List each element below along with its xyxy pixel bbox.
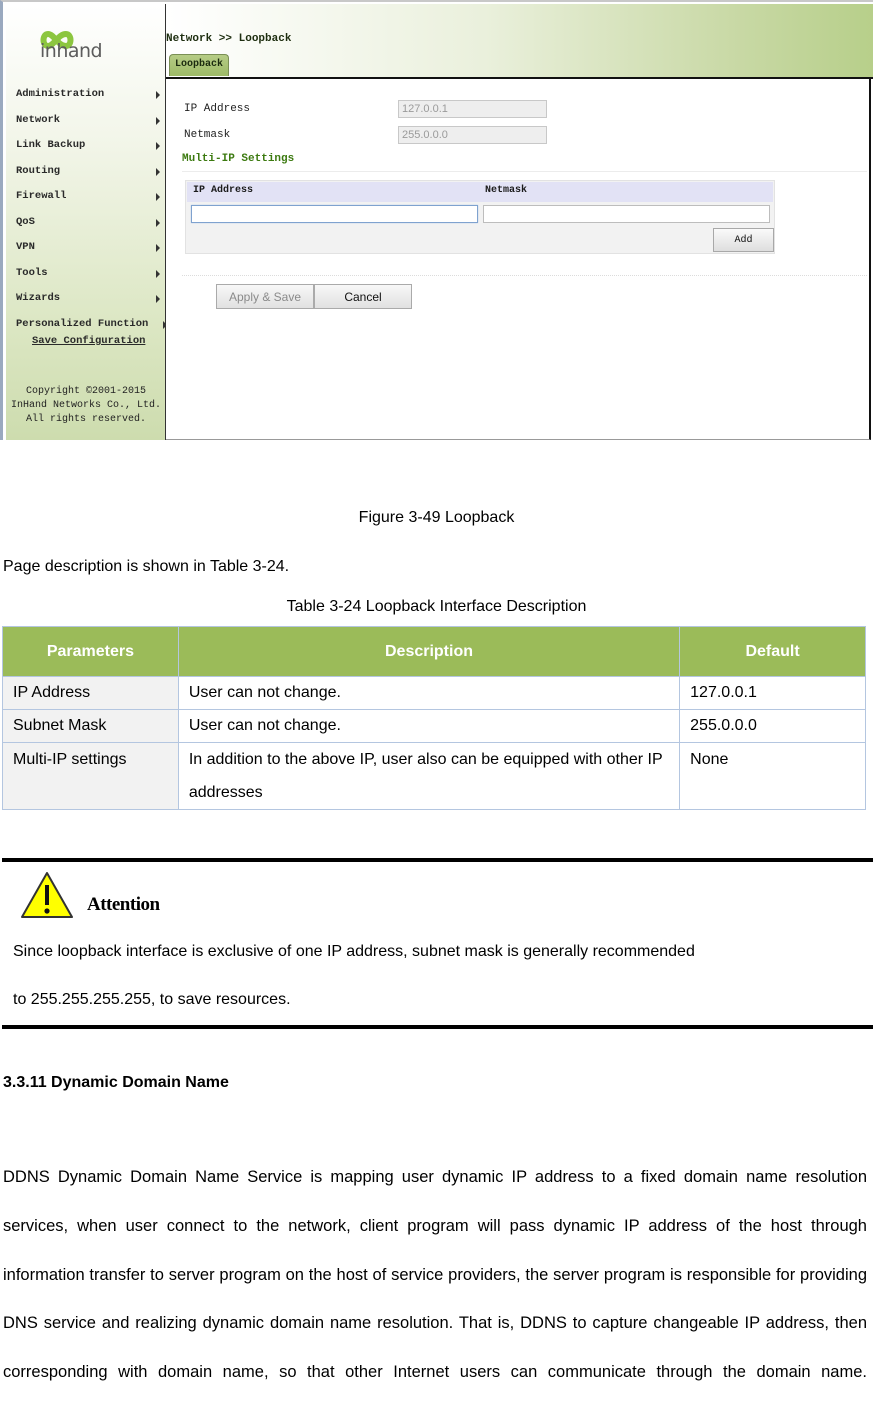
sidebar-item-label: Wizards xyxy=(16,292,61,304)
caret-right-icon xyxy=(156,295,160,303)
table-caption: Table 3-24 Loopback Interface Description xyxy=(286,598,587,615)
sidebar-item-label: Firewall xyxy=(16,190,67,202)
default-cell: 255.0.0.0 xyxy=(680,710,866,743)
sidebar-item-personalized-function[interactable] xyxy=(16,312,164,338)
apply-save-button[interactable]: Apply & Save xyxy=(216,284,314,309)
multi-ip-table-header xyxy=(187,182,773,202)
column-header-parameters: Parameters xyxy=(3,627,179,677)
sidebar-item-administration[interactable] xyxy=(16,82,164,108)
sidebar-item-label: Administration xyxy=(16,88,105,100)
header-bar xyxy=(166,4,873,79)
column-header-description: Description xyxy=(178,627,679,677)
caret-right-icon xyxy=(156,193,160,201)
table-row xyxy=(3,743,866,810)
multi-ip-settings-title: Multi-IP Settings xyxy=(182,153,295,165)
netmask-field: 255.0.0.0 xyxy=(398,126,547,144)
sidebar-nav xyxy=(16,82,164,337)
copyright-notice xyxy=(6,385,166,427)
sidebar-item-firewall[interactable] xyxy=(16,184,164,210)
sidebar-item-label: Link Backup xyxy=(16,139,86,151)
netmask-label: Netmask xyxy=(184,129,231,141)
breadcrumb: Network >> Loopback xyxy=(166,33,292,45)
column-header-default: Default xyxy=(680,627,866,677)
caret-right-icon xyxy=(156,168,160,176)
caret-right-icon xyxy=(156,142,160,150)
sidebar-item-routing[interactable] xyxy=(16,159,164,185)
multi-ip-table xyxy=(185,180,775,254)
logo-text: inhand xyxy=(40,40,103,62)
table-row xyxy=(3,710,866,743)
attention-text-line: Since loopback interface is exclusive of one IP address, subnet mask is generally recommended xyxy=(13,943,695,960)
add-button[interactable]: Add xyxy=(713,228,774,252)
caret-right-icon xyxy=(156,244,160,252)
ip-address-field: 127.0.0.1 xyxy=(398,100,547,118)
sidebar-item-label: Tools xyxy=(16,266,48,279)
save-configuration-link[interactable]: Save Configuration xyxy=(32,335,146,347)
multi-ip-netmask-input[interactable] xyxy=(483,205,770,223)
description-cell: User can not change. xyxy=(178,677,679,710)
copyright-line: Copyright ©2001-2015 xyxy=(25,386,147,397)
caret-right-icon xyxy=(156,91,160,99)
attention-title: Attention xyxy=(87,894,160,915)
sidebar-item-wizards[interactable] xyxy=(16,286,164,312)
attention-top-rule xyxy=(2,858,873,862)
section-divider xyxy=(182,171,867,172)
tab-loopback[interactable]: Loopback xyxy=(169,54,229,76)
sidebar xyxy=(6,4,166,440)
loopback-settings-panel xyxy=(166,79,871,440)
sidebar-item-tools[interactable] xyxy=(16,261,164,287)
default-cell: None xyxy=(680,743,866,810)
description-cell: In addition to the above IP, user also can be equipped with other IP addresses xyxy=(178,743,679,810)
sidebar-item-vpn[interactable] xyxy=(16,235,164,261)
attention-text-line: to 255.255.255.255, to save resources. xyxy=(13,991,291,1008)
sidebar-item-link-backup[interactable] xyxy=(16,133,164,159)
cancel-button[interactable]: Cancel xyxy=(314,284,412,309)
intro-paragraph: Page description is shown in Table 3-24. xyxy=(3,558,290,575)
warning-triangle-icon xyxy=(20,870,75,920)
param-cell: IP Address xyxy=(3,677,179,710)
loopback-description-table xyxy=(2,626,866,810)
ddns-body-paragraph: DDNS Dynamic Domain Name Service is mapping user dynamic IP address to a fixed domain name resolution services, when user connect to the network, client program will pass dynamic IP address of the host through information transfer to server program on the host of service providers, the server program is responsible for providing DNS service and realizing dynamic domain name resolution. That is, DDNS to capture changeable IP address, then corresponding with domain name, so that other Internet users can communicate through the domain name. xyxy=(3,1168,867,1382)
caret-right-icon xyxy=(156,219,160,227)
sidebar-item-label: Routing xyxy=(16,164,61,177)
caret-right-icon xyxy=(156,117,160,125)
table-row xyxy=(3,677,866,710)
sidebar-item-label: VPN xyxy=(16,241,35,253)
column-header-ip-address: IP Address xyxy=(193,185,254,196)
param-cell: Multi-IP settings xyxy=(3,743,179,810)
copyright-line: InHand Networks Co., Ltd. xyxy=(10,400,162,411)
param-cell: Subnet Mask xyxy=(3,710,179,743)
default-cell: 127.0.0.1 xyxy=(680,677,866,710)
sidebar-item-label: Network xyxy=(16,113,61,126)
section-heading: 3.3.11 Dynamic Domain Name xyxy=(3,1074,229,1091)
figure-caption: Figure 3-49 Loopback xyxy=(358,509,515,526)
attention-bottom-rule xyxy=(2,1025,873,1029)
loopback-screenshot-figure xyxy=(0,0,873,440)
table-header-row xyxy=(3,627,866,677)
sidebar-item-label: Personalized Function xyxy=(16,317,149,330)
column-header-netmask: Netmask xyxy=(485,185,528,196)
sidebar-item-label: QoS xyxy=(16,215,35,228)
description-cell: User can not change. xyxy=(178,710,679,743)
dotted-divider xyxy=(182,275,867,276)
sidebar-item-network[interactable] xyxy=(16,108,164,134)
ip-address-label: IP Address xyxy=(184,103,251,115)
copyright-line: All rights reserved. xyxy=(25,414,147,425)
sidebar-item-qos[interactable] xyxy=(16,210,164,236)
caret-right-icon xyxy=(156,270,160,278)
multi-ip-address-input[interactable] xyxy=(191,205,478,223)
